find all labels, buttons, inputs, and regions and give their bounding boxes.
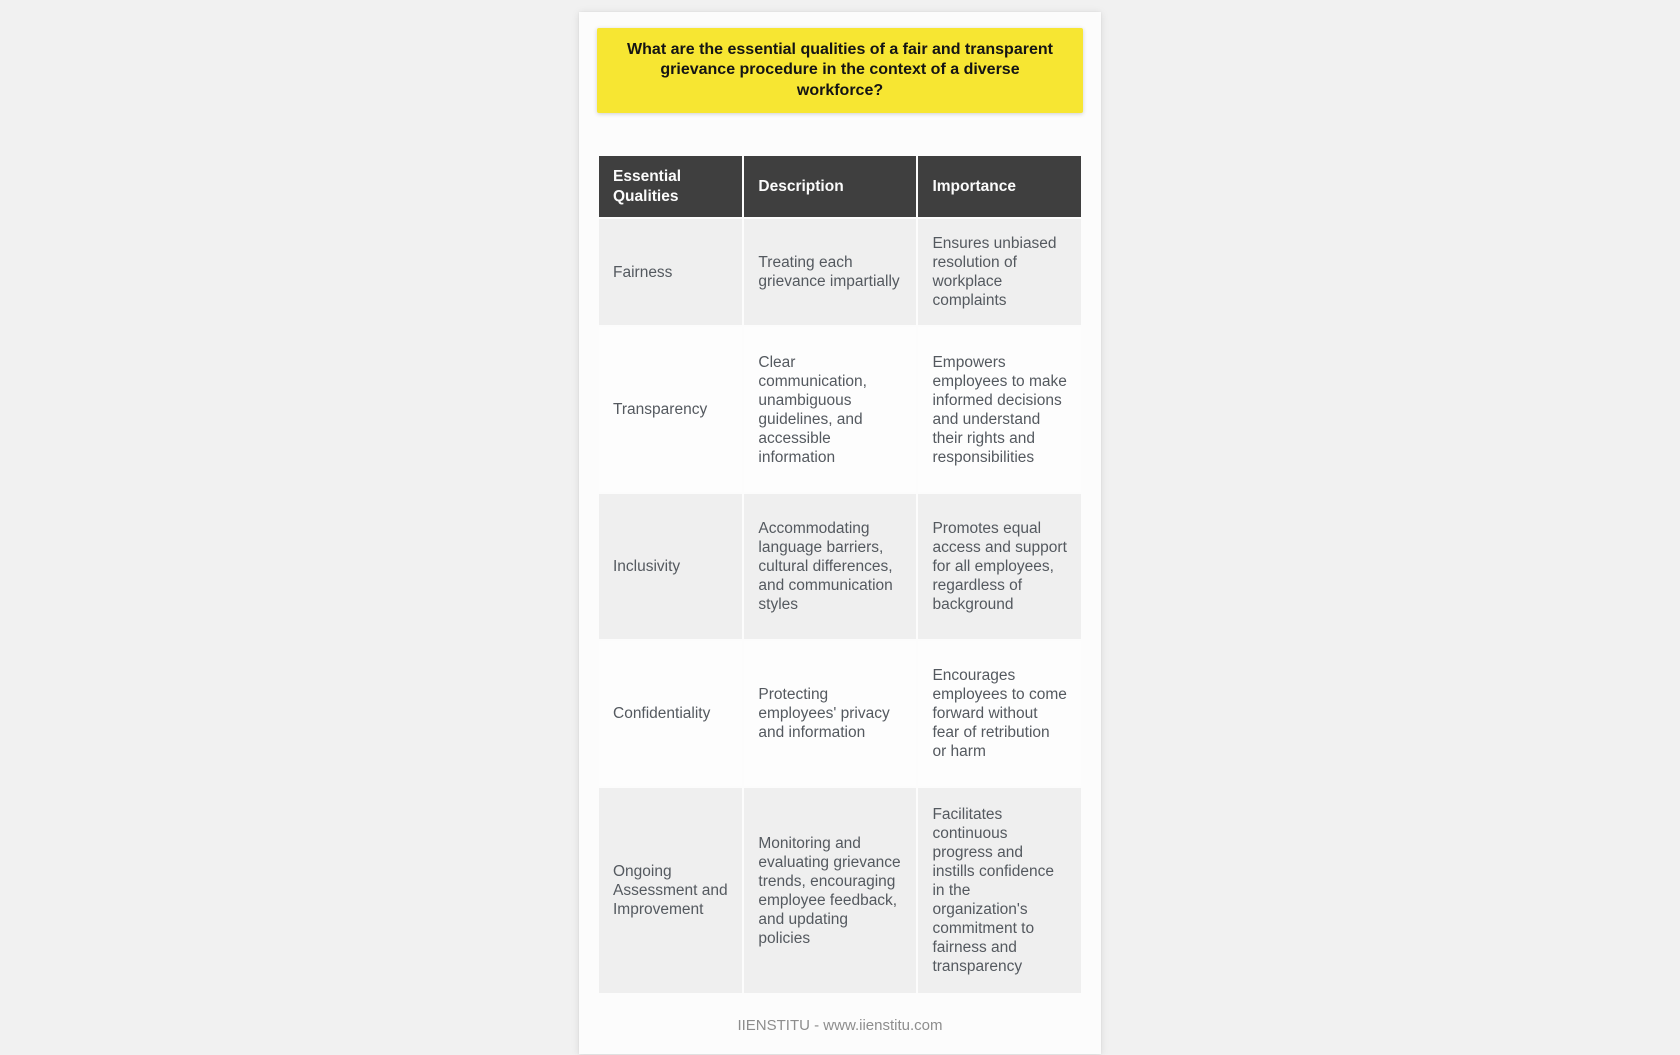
table-row-fairness xyxy=(599,219,1081,325)
header-description: Description xyxy=(744,156,916,217)
importance-cell: Promotes equal access and support for all employees, regardless of background xyxy=(918,494,1081,639)
question-highlight-box xyxy=(597,28,1083,113)
importance-cell: Ensures unbiased resolution of workplace complaints xyxy=(918,219,1081,325)
table-header-row xyxy=(599,156,1081,217)
table-row-ongoing-assessment xyxy=(599,788,1081,993)
description-cell: Clear communication, unambiguous guidelines, and accessible information xyxy=(744,327,916,492)
description-cell: Treating each grievance impartially xyxy=(744,219,916,325)
quality-cell: Fairness xyxy=(599,219,742,325)
importance-cell: Empowers employees to make informed decisions and understand their rights and responsibilities xyxy=(918,327,1081,492)
table-row-inclusivity xyxy=(599,494,1081,639)
table-row-confidentiality xyxy=(599,641,1081,786)
importance-cell: Encourages employees to come forward without fear of retribution or harm xyxy=(918,641,1081,786)
importance-cell: Facilitates continuous progress and instills confidence in the organization's commitment to fairness and transparency xyxy=(918,788,1081,993)
description-cell: Monitoring and evaluating grievance trends, encouraging employee feedback, and updating policies xyxy=(744,788,916,993)
footer-attribution: IIENSTITU - www.iienstitu.com xyxy=(737,1017,943,1034)
quality-cell: Ongoing Assessment and Improvement xyxy=(599,788,742,993)
table-row-transparency xyxy=(599,327,1081,492)
question-title: What are the essential qualities of a fair and transparent grievance procedure in the context of a diverse workforce? xyxy=(627,40,1053,99)
header-importance: Importance xyxy=(918,156,1081,217)
qualities-table xyxy=(597,154,1083,995)
content-card xyxy=(579,12,1101,1054)
description-cell: Protecting employees' privacy and information xyxy=(744,641,916,786)
quality-cell: Confidentiality xyxy=(599,641,742,786)
quality-cell: Transparency xyxy=(599,327,742,492)
header-essential-qualities: Essential Qualities xyxy=(599,156,742,217)
description-cell: Accommodating language barriers, cultural differences, and communication styles xyxy=(744,494,916,639)
quality-cell: Inclusivity xyxy=(599,494,742,639)
